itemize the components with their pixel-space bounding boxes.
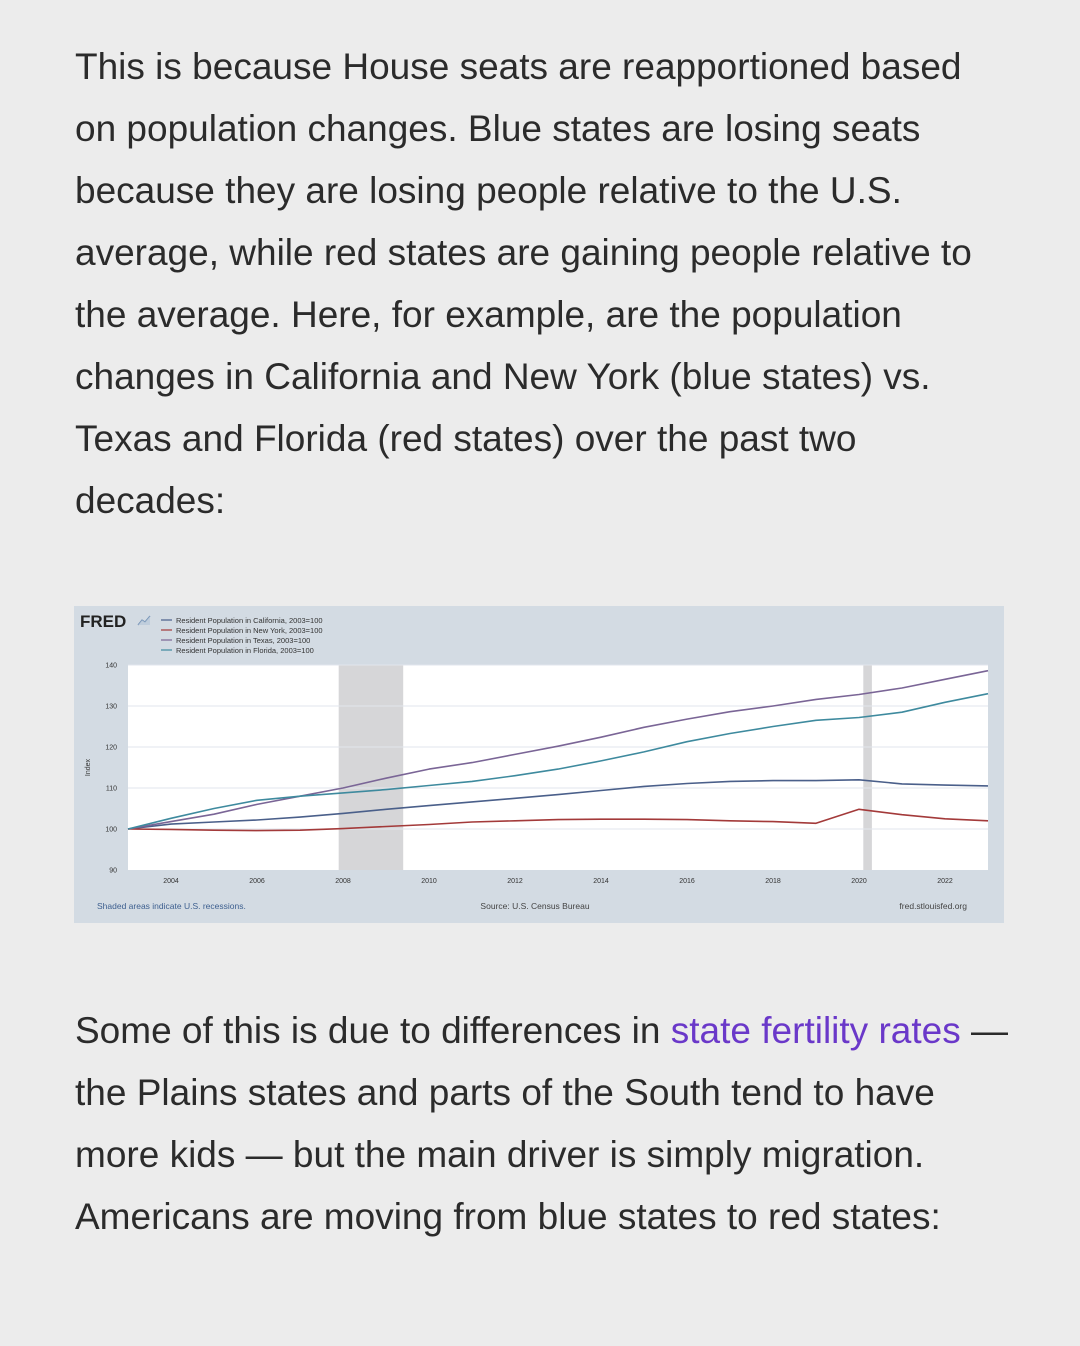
footer-url: fred.stlouisfed.org	[899, 901, 967, 911]
footer-source: Source: U.S. Census Bureau	[480, 901, 590, 911]
y-tick-label-120: 120	[105, 744, 117, 752]
y-axis-label: Index	[85, 758, 92, 777]
x-tick-label-2018: 2018	[765, 878, 781, 885]
legend-label-2: Resident Population in Texas, 2003=100	[176, 636, 311, 645]
plot-area	[128, 665, 988, 870]
legend-label-0: Resident Population in California, 2003=100	[176, 616, 323, 625]
x-tick-label-2010: 2010	[421, 878, 437, 885]
article-paragraph-2	[75, 1000, 1010, 1248]
y-tick-label-100: 100	[105, 826, 117, 834]
x-tick-label-2012: 2012	[507, 878, 523, 885]
state-fertility-rates-link[interactable]: state fertility rates	[670, 1010, 961, 1051]
article-paragraph-1	[75, 36, 1010, 532]
x-tick-label-2008: 2008	[335, 878, 351, 885]
recession-shade-0	[339, 665, 404, 870]
paragraph-1-text: This is because House seats are reapportioned based on population changes. Blue states are losing seats because they are losing people relative to the U.S. average, while red states are gaining people relative to the average. Here, for example, are the population changes in California and New York (blue states) vs. Texas and Florida (red states) over the past two decades:	[75, 46, 972, 521]
paragraph-2-text-start: Some of this is due to differences in	[75, 1010, 671, 1051]
x-tick-label-2020: 2020	[851, 878, 867, 885]
fred-logo-text: FRED	[80, 612, 127, 631]
legend-label-3: Resident Population in Florida, 2003=100	[176, 646, 314, 655]
x-tick-label-2014: 2014	[593, 878, 609, 885]
x-tick-label-2004: 2004	[163, 878, 179, 885]
footer-recession-note: Shaded areas indicate U.S. recessions.	[97, 901, 246, 911]
recession-shade-1	[863, 665, 872, 870]
legend-label-1: Resident Population in New York, 2003=100	[176, 626, 323, 635]
y-tick-label-140: 140	[105, 662, 117, 670]
x-tick-label-2006: 2006	[249, 878, 265, 885]
y-tick-label-110: 110	[105, 785, 117, 793]
x-tick-label-2022: 2022	[937, 878, 953, 885]
paragraph-2-text-end: — the Plains states and parts of the South tend to have more kids — but the main driver is simply migration. Americans are moving from blue states to red states:	[75, 1010, 1008, 1237]
fred-chart-figure	[74, 606, 1004, 923]
x-tick-label-2016: 2016	[679, 878, 695, 885]
y-tick-label-90: 90	[109, 867, 117, 875]
fred-chart-svg	[74, 606, 1004, 923]
y-tick-label-130: 130	[105, 703, 117, 711]
chart-legend	[161, 616, 323, 655]
